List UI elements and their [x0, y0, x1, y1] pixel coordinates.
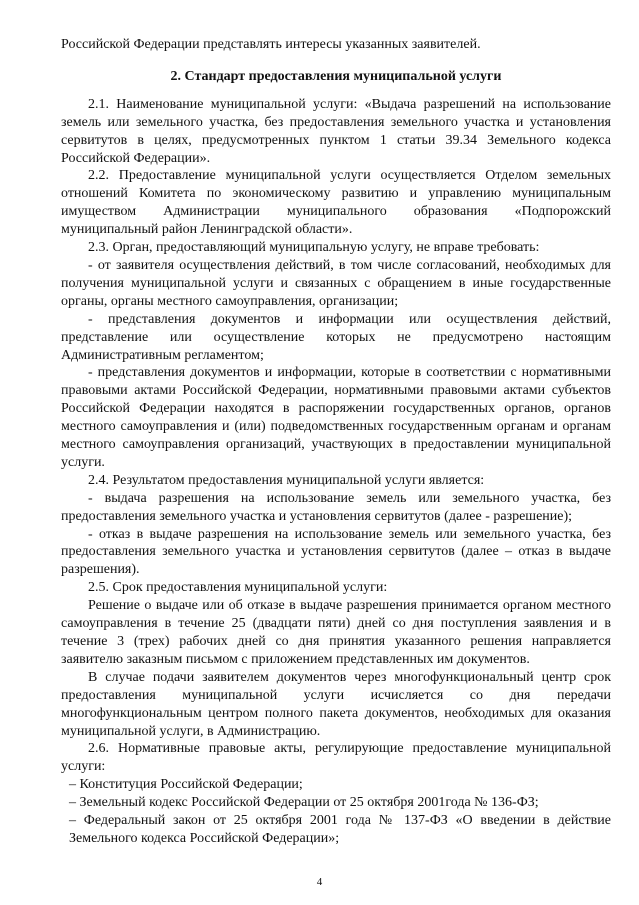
document-body: [61, 0, 611, 848]
paragraph-2-3-item-a: - от заявителя осуществления действий, в том числе согласований, необходимых для получения муниципальной услуги и связанных с обращением в иные государственные органы, органы местного самоуправления, организации;: [61, 257, 611, 309]
paragraph-2-4: 2.4. Результатом предоставления муниципальной услуги является:: [88, 472, 485, 488]
list-item-federal-law: – Федеральный закон от 25 октября 2001 года № 137-ФЗ «О введении в действие Земельного кодекса Российской Федерации»;: [69, 813, 611, 846]
paragraph-2-3-item-c: - представления документов и информации, которые в соответствии с нормативными правовыми актами Российской Федерации, нормативными правовыми актами субъектов Российской Федерации находятся в распоряжении государственных органов, органов местного самоуправления и (или) подведомственных государственным органам и органам местного самоуправления организаций, участвующих в предоставлении муниципальной услуги.: [61, 365, 611, 470]
paragraph-2-4-item-a: - выдача разрешения на использование земель или земельного участка, без предоставления земельного участка и установления сервитутов (далее - разрешение);: [61, 490, 611, 524]
paragraph-2-3-item-b: - представления документов и информации или осуществления действий, представление или осуществление которых не предусмотрено настоящим Административным регламентом;: [61, 311, 611, 363]
paragraph-2-4-item-b: - отказ в выдаче разрешения на использование земель или земельного участка, без предоставления земельного участка и установления сервитутов (далее – отказ в выдаче разрешения).: [61, 526, 611, 578]
paragraph-2-1: 2.1. Наименование муниципальной услуги: «Выдача разрешений на использование земель или земельного участка, без предоставления земельного участка и установления сервитутов в целях, предусмотренных пунктом 1 статьи 39.34 Земельного кодекса Российской Федерации».: [61, 96, 611, 166]
paragraph-2-3: 2.3. Орган, предоставляющий муниципальную услугу, не вправе требовать:: [88, 240, 540, 256]
paragraph-2-5-mfc: В случае подачи заявителем документов через многофункциональный центр срок предоставления муниципальной услуги исчисляется со дня передачи многофункциональным центром полного пакета документов, необходимых для оказания муниципальной услуги, в Администрацию.: [61, 669, 611, 739]
section-heading: 2. Стандарт предоставления муниципальной услуги: [170, 68, 502, 84]
paragraph-2-5-decision: Решение о выдаче или об отказе в выдаче разрешения принимается органом местного самоуправления в течение 25 (двадцати пяти) дней со дня поступления заявления и в течение 3 (трех) рабочих дней со дня принятия указанного решения направляется заявителю заказным письмом с приложением представленных им документов.: [61, 598, 611, 667]
list-item-land-code: – Земельный кодекс Российской Федерации от 25 октября 2001года № 136-ФЗ;: [69, 795, 539, 811]
paragraph-2-5: 2.5. Срок предоставления муниципальной услуги:: [88, 580, 388, 596]
paragraph-intro-tail: Российской Федерации представлять интересы указанных заявителей.: [61, 37, 481, 52]
paragraph-2-6: 2.6. Нормативные правовые акты, регулирующие предоставление муниципальной услуги:: [61, 741, 611, 775]
paragraph-2-2: 2.2. Предоставление муниципальной услуги осуществляется Отделом земельных отношений Комитета по экономическому развитию и управлению муниципальным имуществом Администрации муниципального образования «Подпорожский муниципальный район Ленинградской области».: [61, 168, 611, 238]
page-number: 4: [316, 876, 323, 888]
list-item-constitution: – Конституция Российской Федерации;: [69, 777, 303, 793]
